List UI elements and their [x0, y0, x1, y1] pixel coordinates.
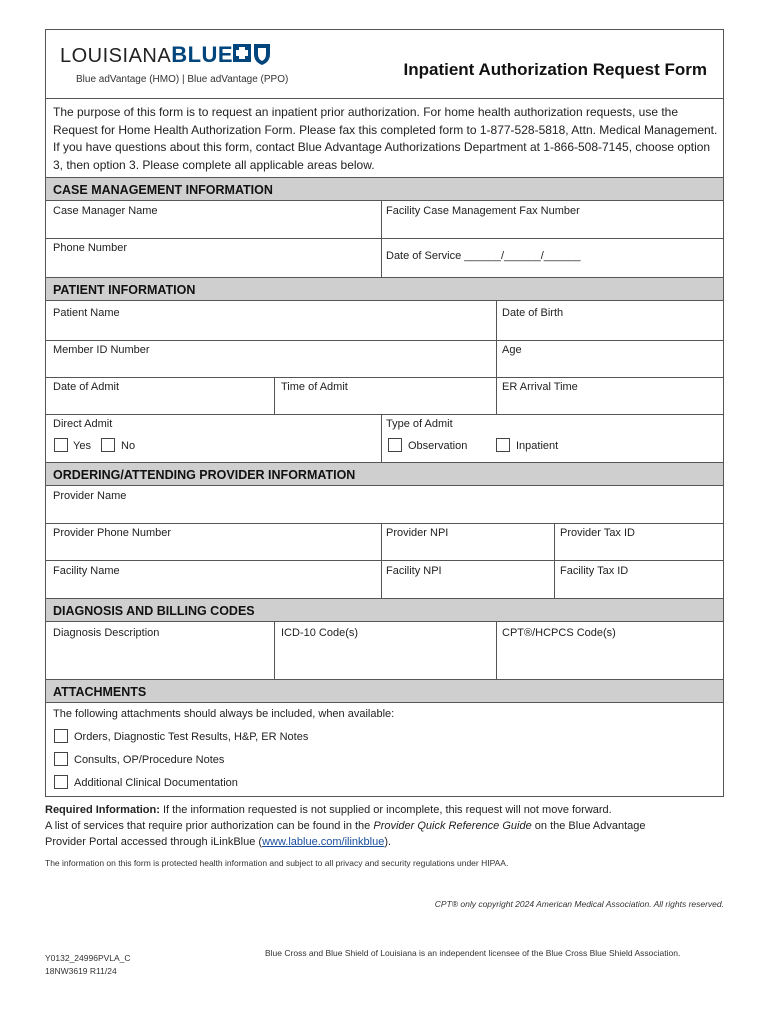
case-manager-name-field[interactable]: Case Manager Name	[53, 205, 158, 217]
phone-number-field[interactable]: Phone Number	[53, 242, 127, 254]
privacy-note: The information on this form is protected health information and subject to all privacy and security regulations under HIPAA.	[45, 858, 509, 868]
attachment-checkbox[interactable]	[54, 729, 68, 743]
divider	[46, 560, 723, 561]
page-title: Inpatient Authorization Request Form	[403, 60, 707, 79]
provider-name-field[interactable]: Provider Name	[53, 490, 127, 502]
attachment-checkbox[interactable]	[54, 752, 68, 766]
divider	[46, 377, 723, 378]
form-revision: 18NW3619 R11/24	[45, 966, 117, 976]
section-attachments: ATTACHMENTS	[46, 679, 723, 703]
section-patient: PATIENT INFORMATION	[46, 277, 723, 301]
attachment-label: Consults, OP/Procedure Notes	[74, 754, 225, 766]
required-information-note: Required Information: If the information requested is not supplied or incomplete, this request will not move forward. A list of services that require prior authorization can be found in the Provider Quick Reference Guide on the Blue Advantage Provider Portal accessed through iLinkBlue (www.lablue.com/ilinkblue).	[45, 804, 646, 848]
divider	[496, 622, 497, 679]
attachment-label: Additional Clinical Documentation	[74, 777, 238, 789]
section-provider: ORDERING/ATTENDING PROVIDER INFORMATION	[46, 462, 723, 486]
date-of-admit-field[interactable]: Date of Admit	[53, 381, 120, 393]
divider	[381, 201, 382, 277]
cpt-hcpcs-codes-field[interactable]: CPT®/HCPCS Code(s)	[502, 627, 616, 639]
direct-admit-no-checkbox[interactable]	[101, 438, 115, 452]
divider	[46, 414, 723, 415]
divider	[496, 301, 497, 414]
attachments-instructions: The following attachments should always be included, when available:	[53, 708, 395, 720]
diagnosis-description-field[interactable]: Diagnosis Description	[53, 627, 160, 639]
yes-label: Yes	[73, 440, 91, 452]
inpatient-label: Inpatient	[516, 440, 559, 452]
er-arrival-time-field[interactable]: ER Arrival Time	[502, 381, 578, 393]
facility-npi-field[interactable]: Facility NPI	[386, 565, 442, 577]
copyright-note: CPT® only copyright 2024 American Medical Association. All rights reserved.	[434, 899, 724, 909]
attachment-label: Orders, Diagnostic Test Results, H&P, ER Notes	[74, 731, 309, 743]
direct-admit-label: Direct Admit	[53, 418, 113, 430]
form-header	[46, 30, 723, 99]
authorization-form	[45, 29, 724, 797]
no-label: No	[121, 440, 136, 452]
provider-tax-id-field[interactable]: Provider Tax ID	[560, 527, 635, 539]
divider	[274, 622, 275, 679]
ilinkblue-link[interactable]: www.lablue.com/ilinkblue	[262, 836, 385, 848]
logo: LOUISIANABLUE	[60, 42, 234, 67]
form-code: Y0132_24996PVLA_C	[45, 953, 131, 963]
divider	[381, 414, 382, 462]
type-of-admit-label: Type of Admit	[386, 418, 453, 430]
divider	[46, 523, 723, 524]
inpatient-checkbox[interactable]	[496, 438, 510, 452]
divider	[46, 340, 723, 341]
patient-name-field[interactable]: Patient Name	[53, 307, 120, 319]
observation-label: Observation	[408, 440, 468, 452]
icd10-codes-field[interactable]: ICD-10 Code(s)	[281, 627, 359, 639]
provider-phone-field[interactable]: Provider Phone Number	[53, 527, 172, 539]
observation-checkbox[interactable]	[388, 438, 402, 452]
licensee-note: Blue Cross and Blue Shield of Louisiana is an independent licensee of the Blue Cross Blue Shield Association.	[265, 948, 681, 958]
time-of-admit-field[interactable]: Time of Admit	[281, 381, 348, 393]
divider	[46, 238, 723, 239]
provider-npi-field[interactable]: Provider NPI	[386, 527, 449, 539]
divider	[274, 377, 275, 414]
section-diagnosis: DIAGNOSIS AND BILLING CODES	[46, 598, 723, 622]
section-case-management: CASE MANAGEMENT INFORMATION	[46, 177, 723, 201]
attachment-checkbox[interactable]	[54, 775, 68, 789]
date-of-service-field[interactable]: Date of Service ______/______/______	[386, 250, 581, 262]
facility-name-field[interactable]: Facility Name	[53, 565, 120, 577]
logo-subtitle: Blue adVantage (HMO) | Blue adVantage (PPO)	[76, 74, 289, 85]
facility-tax-id-field[interactable]: Facility Tax ID	[560, 565, 629, 577]
direct-admit-yes-checkbox[interactable]	[54, 438, 68, 452]
bcbs-cross-shield-icon	[232, 41, 272, 67]
age-field[interactable]: Age	[502, 344, 522, 356]
facility-fax-field[interactable]: Facility Case Management Fax Number	[386, 205, 580, 217]
form-instructions: The purpose of this form is to request an inpatient prior authorization. For home health authorization requests, use the Request for Home Health Authorization Form. Please fax this completed form to 1-877-528-5818, Attn. Medical Management. If you have questions about this form, contact Blue Advantage Authorizations Department at 1-866-508-7145, choose option 3, then option 3. Please complete all applicable areas below.	[53, 105, 718, 172]
member-id-field[interactable]: Member ID Number	[53, 344, 150, 356]
date-of-birth-field[interactable]: Date of Birth	[502, 307, 564, 319]
